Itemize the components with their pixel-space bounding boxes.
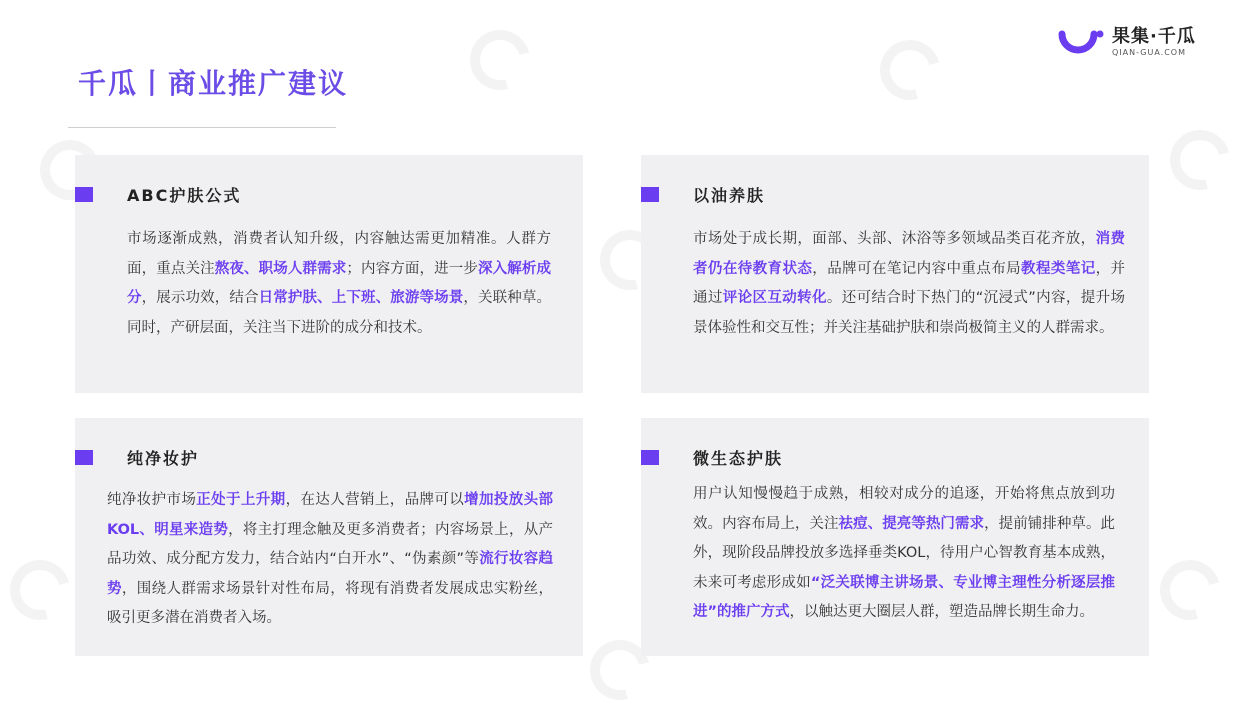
watermark-logo-icon [1149, 549, 1231, 631]
highlight-text: 流行妆容趋势 [107, 551, 554, 597]
card-clean-beauty [75, 418, 583, 656]
body-text: 。还可结合时下热门的“沉浸式”内容，提升场景体验性和交互性；并关注基础护肤和崇尚极简主义的人群需求。 [693, 290, 1126, 336]
card-body [127, 225, 551, 343]
body-text: ，品牌可在笔记内容中重点布局 [812, 260, 1022, 277]
highlight-text: 教程类笔记 [1021, 260, 1096, 277]
watermark-logo-icon [0, 549, 81, 631]
body-text: ，围绕人群需求场景针对性布局，将现有消费者发展成忠实粉丝，吸引更多潜在消费者入场。 [107, 580, 554, 626]
body-text: ，并通过 [693, 260, 1126, 306]
page-title: 千瓜丨商业推广建议 [78, 67, 349, 100]
highlight-text: 深入解析成分 [127, 260, 551, 306]
card-abc-skincare [75, 155, 583, 393]
watermark-logo-icon [1159, 119, 1241, 201]
body-text: 纯净妆护市场 [107, 492, 197, 508]
card-body [107, 486, 553, 634]
card-title: ABC护肤公式 [127, 186, 242, 205]
card-title: 以油养肤 [693, 186, 766, 205]
card-marker-icon [641, 450, 659, 465]
body-text: ，在达人营销上，品牌可以 [285, 492, 465, 508]
card-marker-icon [75, 450, 93, 465]
body-text: 市场逐渐成熟，消费者认知升级，内容触达需更加精准。人群方面，重点关注 [127, 231, 551, 277]
card-oil-skincare [641, 155, 1149, 393]
card-title: 微生态护肤 [693, 449, 784, 468]
body-text: ，关联种草。同时，产研层面，关注当下进阶的成分和技术。 [127, 290, 551, 336]
body-text: ，展示功效，结合 [141, 290, 259, 306]
card-title: 纯净妆护 [127, 449, 200, 468]
highlight-text: 日常护肤、上下班、旅游等场景 [258, 290, 464, 306]
highlight-text: 熬夜、职场人群需求 [214, 260, 347, 277]
brand-domain: QIAN-GUA.COM [1112, 48, 1187, 57]
brand-name: 果集·千瓜 [1112, 26, 1196, 47]
highlight-text: “泛关联博主讲场景、专业博主理性分析逐层推进”的推广方式 [693, 574, 1116, 620]
body-text: ，将主打理念触及更多消费者；内容场景上，从产品功效、成分配方发力，结合站内“白开水”、“伪素颜”等 [107, 521, 554, 567]
highlight-text: 增加投放头部KOL、明星来造势 [107, 492, 554, 538]
brand-logo [1058, 26, 1196, 60]
card-body [693, 480, 1115, 628]
highlight-text: 祛痘、提亮等热门需求 [838, 515, 985, 532]
body-text: ；内容方面，进一步 [346, 260, 478, 277]
brand-logo-icon [1058, 26, 1104, 60]
body-text: 市场处于成长期，面部、头部、沐浴等多领域品类百花齐放， [693, 231, 1096, 247]
highlight-text: 消费者仍在待教育状态 [693, 231, 1126, 277]
watermark-logo-icon [459, 19, 541, 101]
card-marker-icon [641, 187, 659, 202]
card-microbiome-skincare [641, 418, 1149, 656]
title-divider [68, 127, 336, 128]
card-marker-icon [75, 187, 93, 202]
card-body [693, 225, 1125, 343]
body-text: ，提前铺排种草。此外，现阶段品牌投放多选择垂类KOL，待用户心智教育基本成熟，未来可考虑形成如 [693, 515, 1116, 591]
highlight-text: 正处于上升期 [196, 492, 286, 508]
watermark-logo-icon [869, 29, 951, 111]
body-text: 用户认知慢慢趋于成熟，相较对成分的追逐，开始将焦点放到功效。内容布局上，关注 [693, 486, 1115, 532]
body-text: ，以触达更大圈层人群，塑造品牌长期生命力。 [789, 604, 1095, 620]
highlight-text: 评论区互动转化 [722, 290, 827, 306]
